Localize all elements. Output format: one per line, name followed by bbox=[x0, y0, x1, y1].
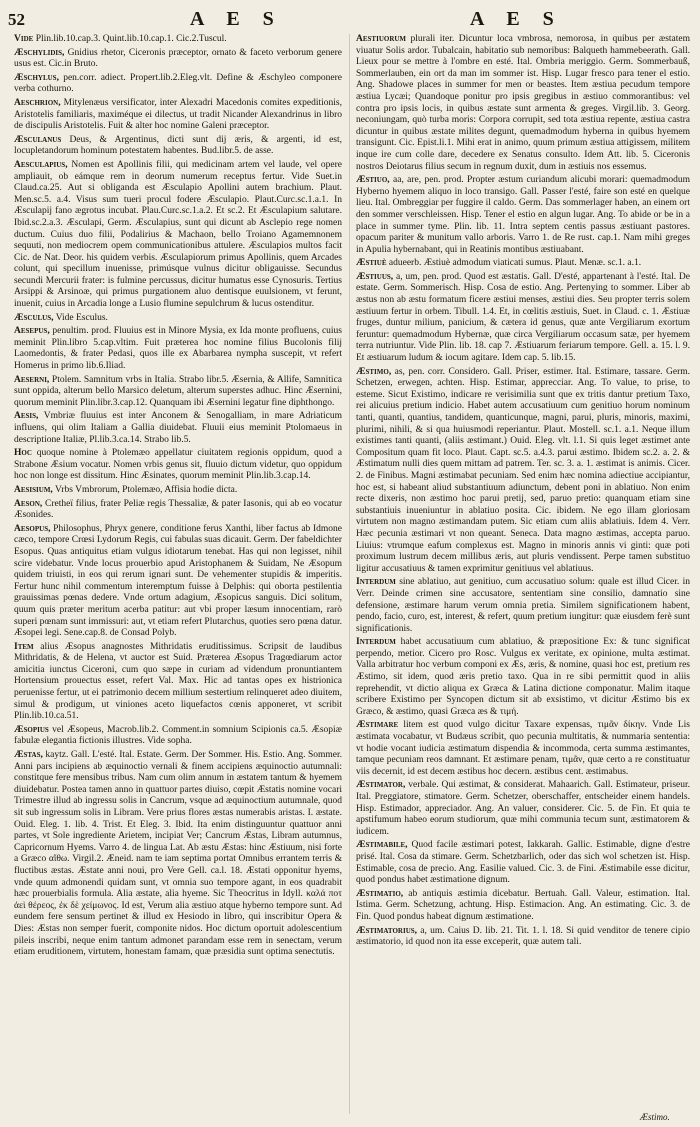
dictionary-entry: Aestiuorum plurali iter. Dicuntur loca vmbrosa, nemorosa, in quibus per æstatem viuatur Solis ardor. Tubalcain, habitatio sub nemoribus: Balqueth hammebeerath. Gall. Lieux pour se mettre à l'ombre en esté. Ital. Ombria meriggio. Germ. Sommerbauß, Sommerlauben, ein ort da man im sommer ist. Hisp. Lugar fresco para tener el estio. Ang. Shadowe places in summer for men or beastes. Item æstiua pecudum tempore æstiua Lycæi; Quandoque ponitur pro ipsis gregibus in æstiuo commorantibus: vel contra pro ipsis locis, in quibus æstate sunt armenta & greges. Virgil.lib. 3. Georg. neconiungam, quò turba moris: Corpora corrupit, sed tota æstiua repente, æstiua castra dicuntur in quibus æstate milites degunt, quemadmodum hyberna in quibus hyemem transigunt. Cic. Epist.li.1. Mihi erat in animo, quum primum æstiua attigissem, militem inque ire cum colle dare, decedere ex Senatus consulto. Idem Att. lib. 5. Ciceronis nostros Deiotarus filius secum in regnum duxit, dum in æstiuis nos essemus. bbox=[356, 34, 690, 172]
headword: Æstas, bbox=[14, 750, 43, 761]
dictionary-entry: Æstas, kaytz. Gall. L'esté. Ital. Estate. Germ. Der Sommer. His. Estio. Ang. Sommer. Anni pars incipiens ab æquinoctio vernali & finem accipiens æquinoctio autumnali: constitque fere mensibus tribus. Nam cum olim annum in æstatem tantum & hyemem diuidebatur. Postea tamen anno in quattuor partes diuiso, cœpit Æstatis nomine vocari Trimestre illud ab ingressu solis in Cancrum, vsque ad æquinoctium autumnale, quod sit sub ingressum solis in Libram. Vere prius flores æstas numerabis aristas. I. æstate. Ouid. Eleg. 1. lib. 4. Trist. Et Eleg. 3. Ibid. Ita enim distinguuntur quattuor anni partes, vt Sole ingrediente Arietem, incipiat Ver; Cancrum Æstas, Libram autumnus, Capricornum Hyems. Varro 4. de lingua Lat. Ab æstu Æstas: hinc Æstiuum, nisi forte a Græco αἴθω. Virgil.2. Æneid. nam te iam septima portat Omnibus errantem terris & fluctibus æstas. Æstate anni noui, pro Vere Gell. ca.l. 18. Æstati opponitur hyems, vnde quum admonendi quidam sunt, vt omnia suo tempore agant, in eos quadrabit hæc prouerbialis formula. Alia æstate, alia hyeme. Sic Theocritus in Idyll. καλά ποτ ἀεὶ θέρεος, ἐκ δὲ χείμωνος. Id est, Verum alia æstiuo atque hyberno tempore sunt. Ad eundem fere sensum pertinet & illud ex Hesiodo in libro, qui inscribitur Opera & Dies: Æstas non semper fuerit, componite nidos. Hoc dictum oportuit adolescentium pileis inscribi, neque enim tantum admonet parandam esse rem in senectam, verum etiam eruditionem, virtutem, honestam famam, quæ præsidia sunt optima senectutis. bbox=[14, 750, 342, 958]
headword: Vide bbox=[14, 34, 34, 44]
headword: Æsculanus bbox=[14, 134, 62, 145]
dictionary-entry: Aesopus, Philosophus, Phryx genere, conditione ferus Xanthi, liber factus ab Idmone cæco, tempore Crœsi Lydorum Regis, cui fabulas suas dicauit. Germ. Der fabeldichter Esopus. Quas antiquitus etiam vulgus idiotarum tenebat. Has qui non legisset, nihil scire videbatur. Vnde locus prouerbio apud Aristophanem & Suidam, Ne Æsopum quidem triuisti, in eos qui rerum ignari sunt. De vehementer stupidis & imperitis. Fertur hunc nihil commentum interemptum fuisse à Delphis: qui oborta pestilentia grauissimas pœnas dedere. Vnde ortum adagium, Æsopicus sanguis. Dici solitum, quum quis præter meritum acerba patitur: aut vbi proper læsum innocentiam, rarò superi pœnam sunt immissuri: aut, vt etiam refert Plutarchus, quoties sero pœna datur. Æsopei legi. Sene.cap.8. de Consad Polyb. bbox=[14, 523, 342, 639]
headword: Æstimator, bbox=[356, 780, 406, 791]
dictionary-entry: Aesis, Vmbriæ fluuius est inter Anconem & Senogalliam, in mare Adriaticum influens, qui olim Italiam a Gallia diuidebat. Fluuii eius meminit Ptolomaeus in descriptione Italiæ, Pl.lib.3.ca.14. Strabo lib.5. bbox=[14, 411, 342, 445]
dictionary-entry: Æstimabile, Quod facile æstimari potest, Iakkarah. Gallic. Estimable, digne d'estre prisé. Ital. Cosa da stimare. Germ. Schetzbarlich, oder das sich wol schetzen ist. Hisp. Estimable, cosa de precio. Ang. Easilie valued. Cic. 3. de Fini. Æstimabile esse dicitur, quod pondus habet æstimatione dignum. bbox=[356, 840, 690, 886]
headword: Æschylus, bbox=[14, 72, 59, 83]
headword: Aesisium, bbox=[14, 484, 53, 495]
dictionary-entry: Æsculus, Vide Esculus. bbox=[14, 312, 108, 323]
page-header bbox=[0, 6, 700, 32]
dictionary-entry: Æstiuo, aa, are, pen. prod. Propter æstum curiandum alicubi morari: quemadmodum Hyberno hyemem aliquo in loco transigo. Gall. Passer l'esté, faire son esté en quelque lieu. Ital. Ombreggiar per fuggire il caldo. Germ. Das sommerlager haben, an einem ort den sommer verschleissen. Hisp. Tener el estio en algun lugar. Ang. To abide or be in a place in summer tyme. Plin. lib. 11. Intra septem centis passus æstiuant pastores. opacum pariter & munitum vallo arboris. Varro 1. de Re rust. cap.1. Nam mihi greges in Apulia hybernabant, qui in Reatinis montibus æstiuabant. bbox=[356, 175, 690, 255]
dictionary-entry: Æschylidis, Gnidius rhetor, Ciceronis præceptor, ornato & faceto verborum genere usus est. Cic.in Bruto. bbox=[14, 47, 342, 70]
headword: Aesepus, bbox=[14, 326, 50, 337]
headword: Æstimatio, bbox=[356, 888, 404, 899]
headword: Aeschrion, bbox=[14, 97, 61, 108]
headword: Æsculus, bbox=[14, 312, 54, 323]
dictionary-entry: Æstiuus, a, um, pen. prod. Quod est æstatis. Gall. D'esté, appartenant à l'esté. Ital. De estate. Germ. Sommerisch. Hisp. Cosa de estio. Ang. Pertenying to sommer. Liber ab æstus non ab æstu formatum ficere æstiui menses, æstiui dies. Seu propter terris solem æstiuum fertur in orbem. Tibull. 1.4. Et, in cœlitis æstiuis, Suet. in Claud. c. 1. Æstiuæ fruges, duntur milium, panicium, & cætera id genus, quæ ante Vergiliarum exortum feruntur: quemadmodum Hybernæ, quæ circa Vergiliarum occasum satæ, per hyemem terra nutriuntur. Vide Plin. lib. 18. cap 7. Æstiuarum feriarum tempore. Gell. a. 15. l. 9. Et æstiuarum ludum & iocum agitare. Idem cap. 5. lib.15. bbox=[356, 271, 690, 364]
left-column bbox=[14, 34, 342, 1120]
dictionary-entry: Æstimare litem est quod vulgo dicitur Taxare expensas, τιμᾶν δίκην. Vnde Lis æstimata vocabatur, vt Budæus scribit, quo pecunia multitatis, & nummaria sententia: vt hodie vocant iudicia æstimatum dispendia & incommoda, certa summa æstimantes, tamque pecuniam reos damnant. Et æstimare penam, τιμᾶν, quæ certo a re constituatur viis decernit, id est decem æstibus hoc decern. æstibus cent. æstimabus. bbox=[356, 720, 690, 777]
headword: Æschylidis, bbox=[14, 47, 65, 58]
dictionary-entry: Aesepus, penultim. prod. Fluuius est in Minore Mysia, ex Ida monte profluens, cuius meminit Plin.libro 5.cap.vltim. Fuit præterea hoc nomine filius Bucolonis filij Laomedontis, & frater Pedasi, quos ille ex Abarbarea nympha suscepit, vt refert Homerus in primo lib.6.Iliad. bbox=[14, 326, 342, 372]
headword: Æstiuo, bbox=[356, 175, 390, 186]
headword: Æstimo, bbox=[356, 366, 392, 377]
dictionary-entry: Æsopius vel Æsopeus, Macrob.lib.2. Comment.in somnium Scipionis ca.5. Æsopiæ fabulæ elegantia fictionis illustres. Vide sopha. bbox=[14, 724, 342, 747]
dictionary-entry: Aeschrion, Mitylenæus versificator, inter Alexadri Macedonis comites expeditionis, Aristotelis familiaris, maximéque ei dilectus, ut tradit Nicander Alexandrinus in libro de discipulis Aristotelis. Fuit & alter hoc nomine Galeni præceptor. bbox=[14, 97, 342, 132]
headword: Æstiuus, bbox=[356, 271, 394, 282]
headword: Æstimabile, bbox=[356, 840, 408, 851]
catchword-right: Æstimo. bbox=[640, 1112, 670, 1122]
headword: Item bbox=[14, 641, 34, 652]
dictionary-entry: Hoc quoque nomine à Ptolemæo appellatur ciuitatem regionis oppidum, quod a Strabone Æsium vocatur. Nomen vrbis genus sit, fluuio dictum videtur, quo oppidum hoc non longe est dissitum. Hinc Æsinates, quorum meminit Plin.lib.3.cap.14. bbox=[14, 448, 342, 482]
dictionary-entry: Aeson, Cretheï filius, frater Peliæ regis Thessaliæ, & pater Iasonis, qui ab eo vocatur Æsonides. bbox=[14, 498, 342, 521]
headword: Aesculapius, bbox=[14, 159, 68, 170]
dictionary-entry: Æstiuè adueerb. Æstiuè admodum viaticati sumus. Plaut. Menæ. sc.1. a.1. bbox=[356, 258, 642, 269]
column-divider bbox=[349, 34, 350, 1114]
headword: Hoc bbox=[14, 448, 32, 459]
running-head-right: A E S bbox=[470, 8, 563, 30]
headword: Aeserni, bbox=[14, 374, 50, 385]
headword: Æstimatorius, bbox=[356, 925, 418, 936]
dictionary-entry: Æstimator, verbale. Qui æstimat, & considerat. Mahaarich. Gall. Estimateur, priseur. Ital. Preggiatore, stimatore. Germ. Schetzer, oberschaffer, entscheider einem handels. Hisp. Estimador, appreciador. Ang. An valuer, considerer. Cic. 5. de Fin. Et quia te apstifumum habeo eorum studiorum, quæ mihi communia tecum sunt, æstimatorem & iudicem. bbox=[356, 780, 690, 837]
dictionary-entry: Interdum habet accusatiuum cum ablatiuo, & præpositione Ex: & tunc significat perpendo, metior. Cicero pro Rosc. Vulgus ex veritate, ex opinione, multa æstimat. Valla arbitratur hoc verbum componi ex Æs, æris, & nomine, quasi hoc est, pretium res Æstimo, sit idem, quod æris pretio taxo. Qua in re sibi permittit quod in aliis reprehendit, vt dictio aliqua ex Græca & Latina dictione componatur. Malim itaque scribere Existimo per Syncopen dictum sit ab exsistimo, vt dicitur Æstimo bis ex Græco, & æstimo, quasi Græca æs & τιμή. bbox=[356, 637, 690, 717]
dictionary-entry: Item alius Æsopus anagnostes Mithridatis eruditissimus. Scripsit de laudibus Mithridatis, & de Helena, vt auctor est Suid. Præterea Æsopus Tragœdiarum actor amicitia iunctus Ciceroni, cum quo sæpe in curiam ad videndum pronuntiantem Hortensium prouectus esset, refert Val. Max. Hic ad tantas opes ex histrionica peruenisse fertur, ut ei patrimonio decem millium sestertium relinqueret adeo diuitem, simul & prodigum, ut viniones aceto liquefactos cœnis apponeret, vt scribit Plin.lib.10.ca.51. bbox=[14, 641, 342, 722]
headword: Interdum bbox=[356, 577, 396, 588]
dictionary-entry: Vide Plin.lib.10.cap.3. Quint.lib.10.cap.1. Cic.2.Tuscul. bbox=[14, 34, 227, 44]
page-number: 52 bbox=[8, 10, 25, 29]
dictionary-entry: Æsculanus Deus, & Argentinus, dicti sunt dij æris, & argenti, id est, locupletandorum hominum potestatem habentes. Bud.libr.5. de asse. bbox=[14, 134, 342, 157]
headword: Interdum bbox=[356, 637, 396, 648]
dictionary-entry: Æstimo, as, pen. corr. Considero. Gall. Priser, estimer. Ital. Estimare, tassare. Germ. Schetzen, erwegen, achten. Hisp. Estimar, apprecciar. Ang. To value, to prise, to esteme. Sicut Existimo, indicare re verisimilia sunt que ex tritis dantur pretium Taxo, rei alicuius pretium indicio. Habet autem accusatiuum cum genitiuo horum nominum tanti, quanti, quantius, tandidem, quanticunque, magni, parui, pluris, minoris, maximi, plurimi, nihili, & si qua huiusmodi reperiantur. Plaut. Mostell. sc.1. a.1. Neque illum existimes tanti quanti, (aliis æstimant.) Ouid. Eleg. vlt. l.1. Si quis leget æstimet ante Compositum quam fit loco. Plaut. Capt. sc.5. a.4.3. parui æstimo. Ibidem sc.2. a. 2. & Æstimatum nulli dies quem mittam ad patrem. Ter. sc. 3. a. 1. æstimat is animis. Cicer. 2. de Finibus. Magni æstimabat pecuniam. Sed enim hæc nomina adiectiue accipiantur, hoc est, si habeant aliud substantiuum adiunctum, debent poni in ablatiuo. Non enim recte dixeris, non æstimo hoc parui pretij, sed, paruo pretio: quanquam etiam sine substantiuis inueniuntur in ablatiuo posita. Cic. ibidem. Ne ego illam gloriosam virtutem non magno æstimandam putem. Sic etiam cum aliis ablatiuis. Idem 4. Verr. Hæc pecunia æstimari vt non queant. Seneca. Data magno æstimas, accepta paruo. Liuius: vtrumque eafum complexus est. Magno in minoris annis vi ginti: quæ poti proximum lustrum decem millibus æris, aut pluris vendissent. Perpe tamen substituo ligitur accusatiuus & tamen exprimitur genitiuus vel ablatiuus. bbox=[356, 366, 690, 574]
headword: Aesopus, bbox=[14, 523, 51, 534]
headword: Æstimare bbox=[356, 720, 399, 731]
headword: Aestiuorum bbox=[356, 34, 407, 44]
headword: Æstiuè bbox=[356, 258, 387, 269]
dictionary-entry: Æstimatio, ab antiquis æstimia dicebatur. Bertuah. Gall. Valeur, estimation. Ital. Istima. Germ. Schetzung, achtung. Hisp. Estimacion. Ang. An estimating. Cic. 3. de Fin. Quod pondus habeat dignum æstimatione. bbox=[356, 888, 690, 922]
headword: Aesis, bbox=[14, 411, 39, 422]
headword: Æsopius bbox=[14, 724, 49, 735]
running-head-left: A E S bbox=[190, 8, 283, 30]
dictionary-entry: Interdum sine ablatiuo, aut genitiuo, cum accusatiuo solum: quale est illud Cicer. in Verr. Deinde crimen sine accusatore, sententiam sine consilio, damnatio sine defensione, æstimare harum verum omnia pretia. Similem significationem habent, pendo, facio, curo, est, interest, & refert, quum pretium iungitur: quæ eiusdem ferè sunt significationis. bbox=[356, 577, 690, 634]
headword: Aeson, bbox=[14, 498, 43, 509]
right-column bbox=[356, 34, 690, 1120]
dictionary-entry: Æschylus, pen.corr. adiect. Propert.lib.2.Eleg.vlt. Define & Æschyleo componere verba cothurno. bbox=[14, 72, 342, 95]
dictionary-entry: Aeserni, Ptolem. Samnitum vrbs in Italia. Strabo libr.5. Æsernia, & Allife, Samnitica sunt oppida, alterum bello Marsico deletum, alterum superstes adhuc. Hinc Æsernini, quorum meminit Plin.libr.3.cap.12. Quanquam ibi Æsernini legatur fine diphthongo. bbox=[14, 374, 342, 408]
dictionary-entry: Æstimatorius, a, um. Caius D. lib. 21. Tit. 1. l. 18. Si quid venditor de tenere cipio æstimatorio, id quod non ita esse exceperit, quæ autem tali. bbox=[356, 925, 690, 948]
dictionary-entry: Aesculapius, Nomen est Apollinis filii, qui medicinam artem vel laude, vel opere ampliauit, ob eámque rem in deorum numerum receptus fertur. Vide Suet.in Claud.ca.25. Aut si obliganda est Æsculapio Apollini autem brachium. Plaut. Men.sc.5. a.4. Visus sum tueri procul fodere Æsculapio. Plaut.Curc.sc.1.a.1. In Æsculapij fano ægrotus incubat. Plau.Curc.sc.1.a.2. Et sc.2. Et Æsculapium salutare. Ibid.sc.2.a.3. Æsculapi, Germ. Æsculapius, sunt qui dicunt ab Asclepio rege nomen ductum. Cuius duo filii, Podalirius & Machaon, bello Troiano Agamemnonem sequuti, non mediocrem opem communicationibus attulere. Æsculapios multos facit Cic. de Nat. Deor. his quidem verbis. Æsculapiorum primus Apollinis, quem Arcades colunt, qui specillum inuenisse, primúsque vulnus dicitur obligauisse. Secundus secundi Mercurii frater: is fulmine percussus, dicitur humatus esse Cynosuris. Tertius Arsippi & Arsinoæ, qui primus purgationem aluo dentisque euulsionem, vt ferunt, inuenit, cuius in Arcadia longe a Lusio flumine sepulchrum & lucus ostenditur. bbox=[14, 159, 342, 310]
dictionary-entry: Aesisium, Vrbs Vmbrorum, Ptolemæo, Affisia hodie dicta. bbox=[14, 484, 238, 495]
